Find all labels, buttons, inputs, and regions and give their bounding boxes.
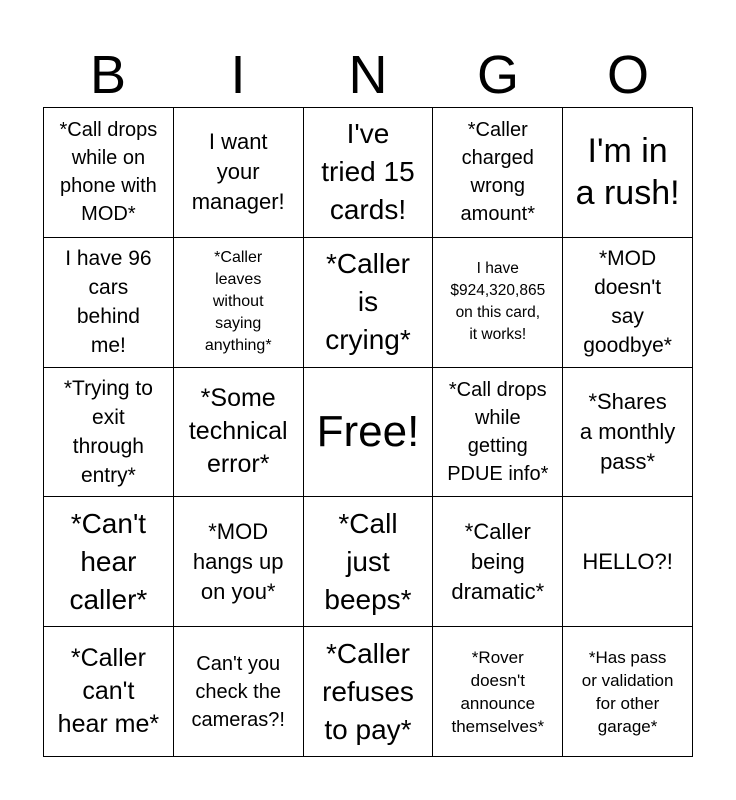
cell-text: *Shares a monthly pass* <box>579 388 676 474</box>
bingo-cell[interactable] <box>174 368 304 498</box>
bingo-cell[interactable] <box>433 238 563 368</box>
bingo-cell[interactable] <box>433 497 563 627</box>
bingo-cell[interactable] <box>174 497 304 627</box>
cell-text: I have 96 cars behind me! <box>65 247 152 358</box>
header-letter-b: B <box>89 45 127 105</box>
cell-text: I'm in a rush! <box>575 132 680 213</box>
cell-text: *Caller charged wrong amount* <box>460 119 536 226</box>
bingo-cell[interactable] <box>44 497 174 627</box>
bingo-cell[interactable] <box>304 238 434 368</box>
cell-text: *Can't hear caller* <box>69 507 148 615</box>
cell-text: *Caller can't hear me* <box>57 644 160 739</box>
cell-text: *Caller being dramatic* <box>451 518 545 604</box>
bingo-cell[interactable] <box>174 108 304 238</box>
cell-text: *Call drops while on phone with MOD* <box>59 119 158 226</box>
bingo-cell[interactable] <box>44 108 174 238</box>
cell-text: *Caller refuses to pay* <box>322 637 414 745</box>
cell-text: *Call drops while getting PDUE info* <box>447 378 549 485</box>
bingo-cell[interactable] <box>304 368 434 498</box>
cell-text: *Trying to exit through entry* <box>63 376 153 487</box>
bingo-header <box>43 44 693 106</box>
bingo-board <box>43 107 693 757</box>
bingo-cell[interactable] <box>44 368 174 498</box>
bingo-cell[interactable] <box>433 627 563 757</box>
bingo-cell[interactable] <box>304 108 434 238</box>
bingo-cell[interactable] <box>174 627 304 757</box>
bingo-cell[interactable] <box>563 108 693 238</box>
cell-text: Can't you check the cameras?! <box>191 652 285 731</box>
cell-text: *Call just beeps* <box>324 507 412 615</box>
header-letter-g: G <box>476 45 519 105</box>
bingo-cell[interactable] <box>174 238 304 368</box>
cell-text: HELLO?! <box>582 548 673 574</box>
cell-text: *Rover doesn't announce themselves* <box>451 647 545 736</box>
cell-text: *MOD hangs up on you* <box>192 518 284 604</box>
bingo-cell[interactable] <box>563 497 693 627</box>
bingo-cell[interactable] <box>563 627 693 757</box>
cell-text: *Caller leaves without saying anything* <box>204 249 272 355</box>
bingo-cell[interactable] <box>304 497 434 627</box>
cell-text: *MOD doesn't say goodbye* <box>583 247 672 358</box>
bingo-cell[interactable] <box>433 368 563 498</box>
cell-text: *Has pass or validation for other garage* <box>581 647 674 736</box>
bingo-cell[interactable] <box>563 368 693 498</box>
header-letter-i: I <box>230 45 246 105</box>
header-letter-n: N <box>348 45 388 105</box>
header-letter-o: O <box>606 45 649 105</box>
free-space: Free! <box>316 406 420 456</box>
cell-text: *Caller is crying* <box>325 248 411 356</box>
bingo-cell[interactable] <box>44 627 174 757</box>
bingo-cell[interactable] <box>44 238 174 368</box>
cell-text: I want your manager! <box>191 129 285 215</box>
bingo-cell[interactable] <box>563 238 693 368</box>
cell-text: *Some technical error* <box>188 384 288 479</box>
cell-text: I have $924,320,865 on this card, it works! <box>450 260 546 344</box>
cell-text: I've tried 15 cards! <box>321 118 415 226</box>
bingo-cell[interactable] <box>433 108 563 238</box>
bingo-cell[interactable] <box>304 627 434 757</box>
